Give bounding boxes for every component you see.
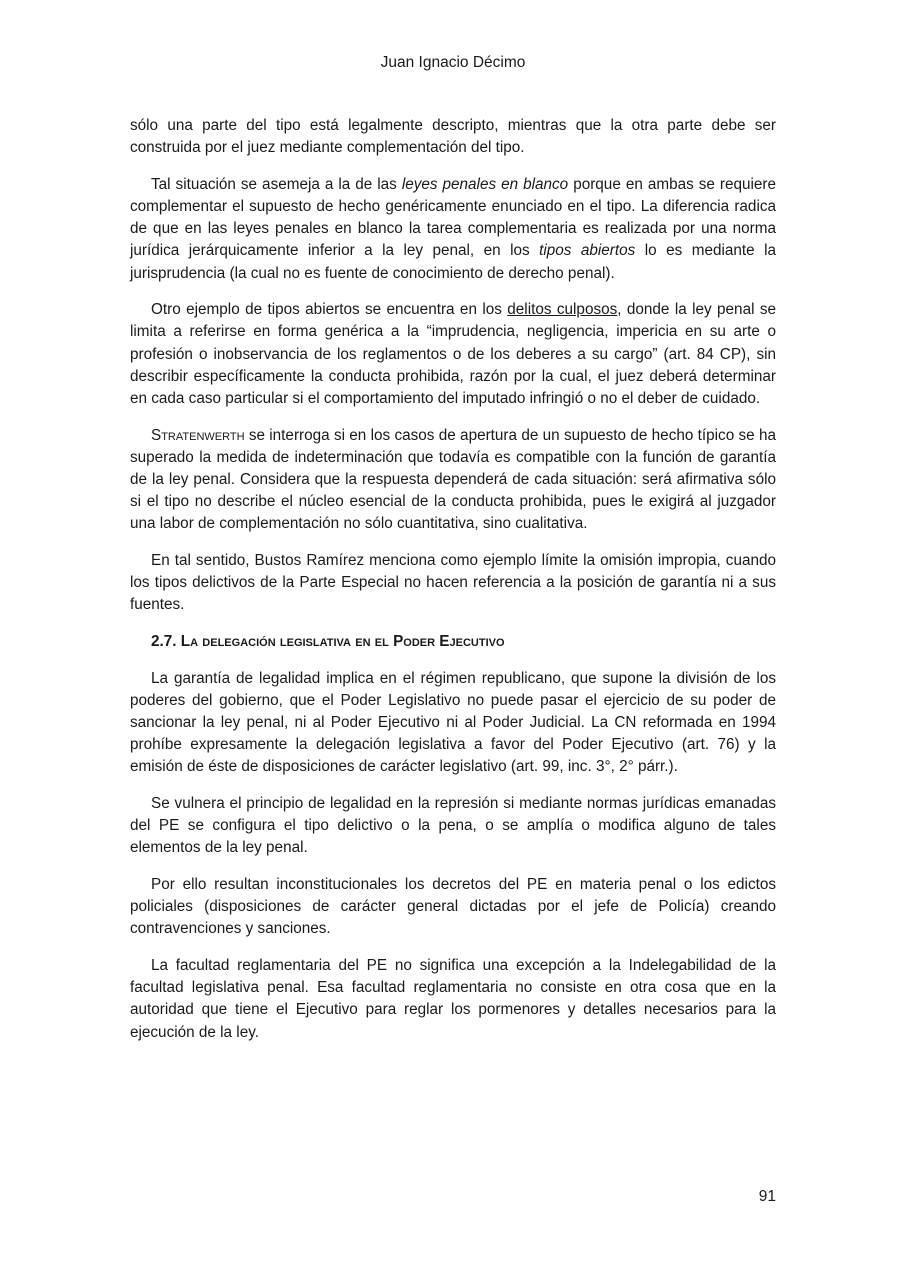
running-header: Juan Ignacio Décimo [380,54,526,71]
paragraph-2-text-e: lo es mediante la jurisprudencia (la cual no es fuente de conocimiento de derecho penal). [130,242,777,282]
paragraph-4 [130,425,776,536]
paragraph-3 [130,299,776,410]
section-heading: 2.7. La delegación legislativa en el Poder Ejecutivo [151,633,505,651]
paragraph-9: La facultad reglamentaria del PE no significa una excepción a la Indelegabilidad de la facultad legislativa penal. Esa facultad reglamentaria no consiste en otra cosa que en la autoridad que tiene el Ejecutivo para reglar los pormenores y detalles necesarios para la ejecución de la ley. [130,957,776,1041]
paragraph-2-text-c: porque en ambas se requiere complementar el supuesto de hecho genéricamente enunciado en el tipo. La diferencia radica de que en las leyes penales en blanco la tarea complementaria es realizada por una norma jurídica jerárquicamente inferior a la ley penal, en los [130,175,777,260]
paragraph-4-text-b: se interroga si en los casos de apertura de un supuesto de hecho típico se ha superado la medida de indeterminación que todavía es compatible con la función de garantía de la ley penal. Considera que la respuesta dependerá de cada situación: será afirmativa sólo si el tipo no describe el núcleo esencial de la conducta prohibida, pues le exigirá al juzgador una labor de complementación no sólo cuantitativa, sino cualitativa. [130,426,776,533]
term-delitos-culposos: delitos culposos [507,301,618,319]
paragraph-5: En tal sentido, Bustos Ramírez menciona como ejemplo límite la omisión impropia, cuando los tipos delictivos de la Parte Especial no hacen referencia a la posición de garantía ni a sus fuentes. [130,552,776,614]
author-stratenwerth: Stratenwerth [151,426,245,444]
paragraph-8: Por ello resultan inconstitucionales los decretos del PE en materia penal o los edictos policiales (disposiciones de carácter general dictadas por el jefe de Policía) creando contravenciones y sanciones. [130,876,776,938]
body-text [130,115,776,1058]
paragraph-2-text-a: Tal situación se asemeja a la de las [151,175,402,193]
term-leyes-penales-en-blanco: leyes penales en blanco [401,175,569,193]
paragraph-1: sólo una parte del tipo está legalmente descripto, mientras que la otra parte debe ser construida por el juez mediante complementación del tipo. [130,117,776,157]
paragraph-3-text-c: , donde la ley penal se limita a referirse en forma genérica a la “imprudencia, negligencia, impericia en su arte o profesión o inobservancia de los reglamentos o de los deberes a su cargo” (art. 84 CP), sin describir específicamente la conducta prohibida, razón por la cual, el juez deberá determinar en cada caso particular si el comportamiento del imputado infringió o no el deber de cuidado. [130,301,777,408]
paragraph-3-text-a: Otro ejemplo de tipos abiertos se encuentra en los [151,301,508,319]
paragraph-7: Se vulnera el principio de legalidad en la represión si mediante normas jurídicas emanadas del PE se configura el tipo delictivo o la pena, o se amplía o modifica alguno de tales elementos de la ley penal. [130,795,776,857]
term-tipos-abiertos: tipos abiertos [539,242,636,260]
paragraph-2 [130,174,776,285]
paragraph-6: La garantía de legalidad implica en el régimen republicano, que supone la división de los poderes del gobierno, que el Poder Legislativo no puede pasar el ejercicio de su poder de sancionar la ley penal, ni al Poder Ejecutivo ni al Poder Judicial. La CN reformada en 1994 prohíbe expresamente la delegación legislativa a favor del Poder Ejecutivo (art. 76) y la emisión de éste de disposiciones de carácter legislativo (art. 99, inc. 3°, 2° párr.). [130,669,776,776]
page-number: 91 [758,1188,776,1205]
